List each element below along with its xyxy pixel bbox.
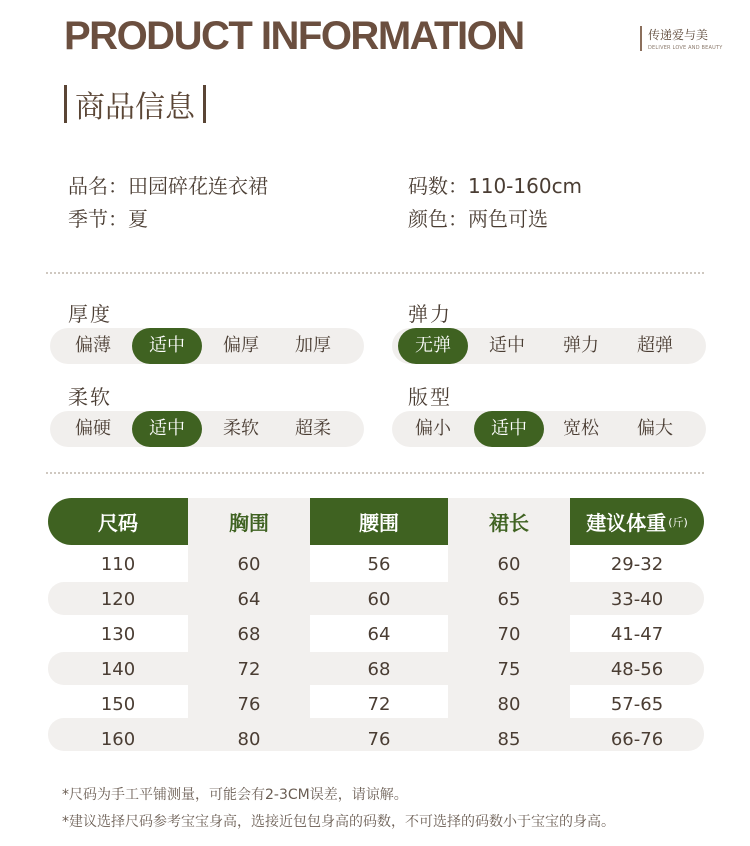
table-header-chest: 胸围: [229, 511, 269, 535]
table-cell: 160: [100, 729, 136, 750]
page-title-cn: [64, 84, 206, 124]
table-header-length: 裙长: [489, 511, 529, 535]
attr-option: 超弹: [637, 335, 673, 356]
attr-option: 偏小: [415, 418, 451, 439]
table-cell: 56: [367, 554, 391, 575]
attr-scale-thickness: [50, 328, 364, 364]
table-cell: 48-56: [610, 659, 664, 680]
table-cell: 130: [100, 624, 136, 645]
table-cell: 60: [497, 554, 521, 575]
table-header-size: 尺码: [48, 498, 188, 545]
table-cell: 29-32: [610, 554, 664, 575]
table-header-weight: [570, 498, 704, 545]
attr-option-selected: 适中: [132, 328, 202, 364]
table-cell: 80: [237, 729, 261, 750]
attr-option: 适中: [489, 335, 525, 356]
table-cell: 110: [100, 554, 136, 575]
attr-scale-fit: [392, 411, 706, 447]
table-cell: 65: [497, 589, 521, 610]
brand-mark: [640, 26, 736, 51]
divider-middle: [46, 472, 704, 474]
attr-option: 宽松: [563, 418, 599, 439]
attr-label-thickness: 厚度: [68, 302, 112, 326]
attr-label-softness: 柔软: [68, 385, 112, 409]
table-cell: 57-65: [610, 694, 664, 715]
table-cell: 60: [367, 589, 391, 610]
table-cell: 41-47: [610, 624, 664, 645]
brand-slogan-en: DELIVER LOVE AND BEAUTY: [648, 45, 723, 51]
info-color: 颜色：两色可选: [408, 207, 548, 231]
table-cell: 80: [497, 694, 521, 715]
attr-label-elasticity: 弹力: [408, 302, 452, 326]
table-cell: 140: [100, 659, 136, 680]
table-cell: 76: [367, 729, 391, 750]
size-table: [46, 498, 706, 752]
table-cell: 64: [367, 624, 391, 645]
attr-option: 柔软: [223, 418, 259, 439]
table-cell: 68: [367, 659, 391, 680]
page-title-en: PRODUCT INFORMATION: [64, 14, 524, 58]
attr-option: 偏大: [637, 418, 673, 439]
info-product-name: 品名：田园碎花连衣裙: [68, 174, 268, 198]
note-measurement: *尺码为手工平铺测量，可能会有2-3CM误差，请谅解。: [62, 787, 408, 803]
divider-top: [46, 272, 704, 274]
title-bar-right: [203, 85, 206, 123]
attr-option: 偏薄: [75, 335, 111, 356]
table-cell: 70: [497, 624, 521, 645]
attr-option: 弹力: [563, 335, 599, 356]
attr-label-fit: 版型: [408, 385, 452, 409]
table-cell: 150: [100, 694, 136, 715]
table-cell: 85: [497, 729, 521, 750]
attr-option-selected: 无弹: [398, 328, 468, 364]
attr-option-selected: 适中: [132, 411, 202, 447]
table-cell: 66-76: [610, 729, 664, 750]
table-cell: 72: [237, 659, 261, 680]
attr-option: 偏硬: [75, 418, 111, 439]
table-cell: 120: [100, 589, 136, 610]
table-cell: 64: [237, 589, 261, 610]
attr-option: 偏厚: [223, 335, 259, 356]
info-season: 季节：夏: [68, 207, 148, 231]
table-cell: 76: [237, 694, 261, 715]
brand-slogan-cn: 传递爱与美: [648, 28, 709, 42]
table-cell: 33-40: [610, 589, 664, 610]
attr-scale-elasticity: [392, 328, 706, 364]
attr-option: 超柔: [295, 418, 331, 439]
attr-option: 加厚: [295, 335, 331, 356]
table-cell: 68: [237, 624, 261, 645]
info-size-range: 码数：110-160cm: [408, 174, 583, 198]
attr-scale-softness: [50, 411, 364, 447]
table-header-weight-unit: (斤): [668, 515, 688, 529]
table-header-weight-text: 建议体重: [586, 511, 667, 535]
table-cell: 60: [237, 554, 261, 575]
table-cell: 72: [367, 694, 391, 715]
table-header-waist: 腰围: [310, 498, 448, 545]
page-title-cn-text: 商品信息: [75, 90, 195, 125]
table-cell: 75: [497, 659, 521, 680]
note-size-advice: *建议选择尺码参考宝宝身高，选接近包包身高的码数，不可选择的码数小于宝宝的身高。: [62, 814, 615, 830]
attr-option-selected: 适中: [474, 411, 544, 447]
